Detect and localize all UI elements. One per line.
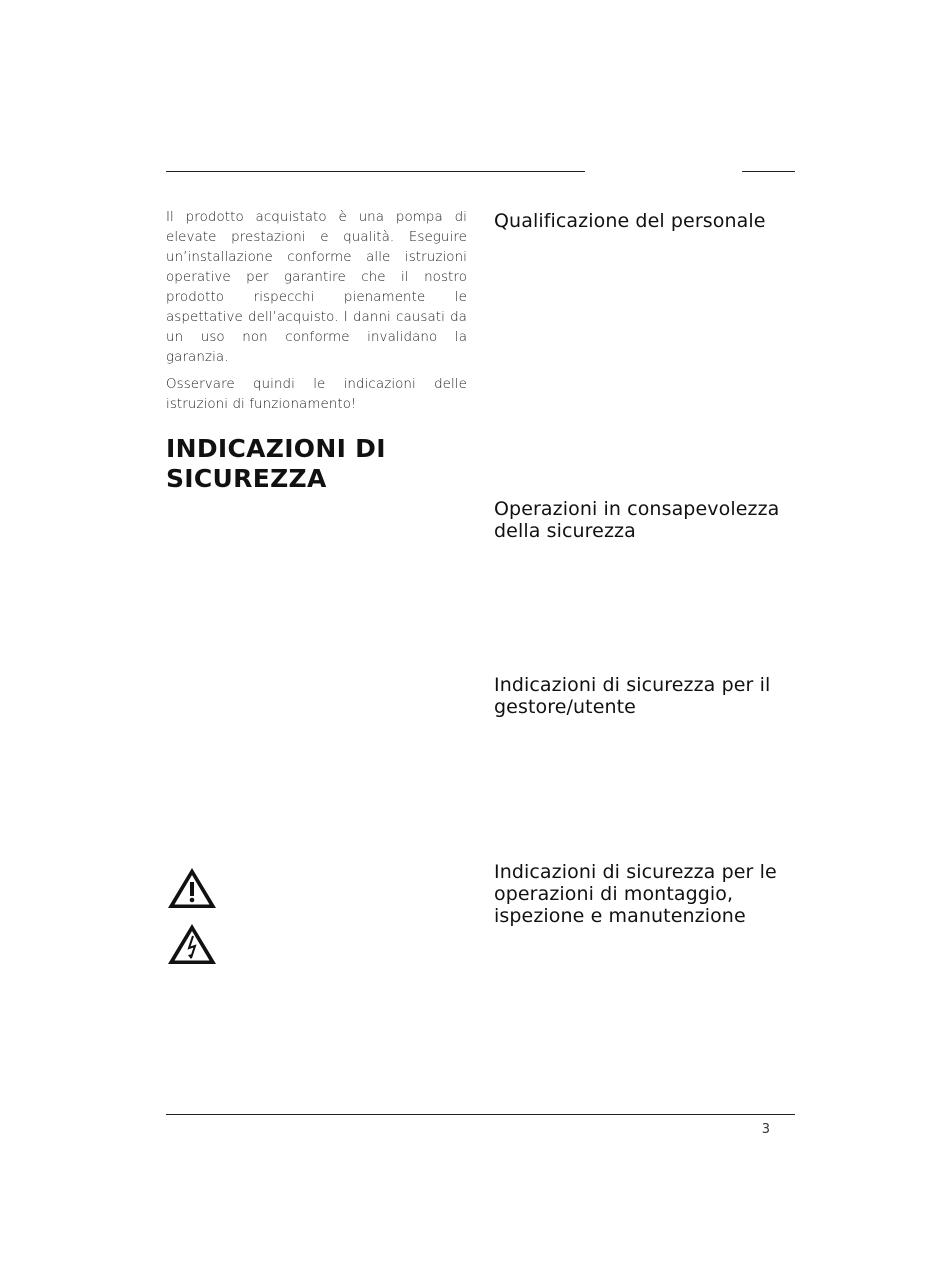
intro-paragraph-1: Il prodotto acquistato è una pompa di elevate prestazioni e qualità. Eseguire un’installazione conforme alle istruzioni operative per garantire che il nostro prodotto rispecchi pienamente le aspettative dell’acquisto. I danni causati da un uso non conforme invalidano la garanzia. xyxy=(166,210,467,365)
footer-rule xyxy=(166,1114,795,1115)
header-rule-left xyxy=(166,171,585,172)
subheading-safety-awareness: Operazioni in consapevolezza della sicurezza xyxy=(494,498,780,542)
electrical-hazard-icon xyxy=(166,922,218,966)
subheading-maintenance-safety: Indicazioni di sicurezza per le operazioni di montaggio, ispezione e manutenzione xyxy=(494,861,777,927)
header-rule-right xyxy=(742,171,795,172)
intro-paragraph-2: Osservare quindi le indicazioni delle istruzioni di funzionamento! xyxy=(166,377,467,412)
intro-text xyxy=(166,208,467,422)
subheading-operator-safety: Indicazioni di sicurezza per il gestore/utente xyxy=(494,674,771,718)
section-title: INDICAZIONI DI SICUREZZA xyxy=(166,434,386,493)
page-number: 3 xyxy=(761,1122,770,1137)
warning-exclamation-icon xyxy=(166,866,218,910)
subheading-personnel-qualification: Qualificazione del personale xyxy=(494,210,766,232)
